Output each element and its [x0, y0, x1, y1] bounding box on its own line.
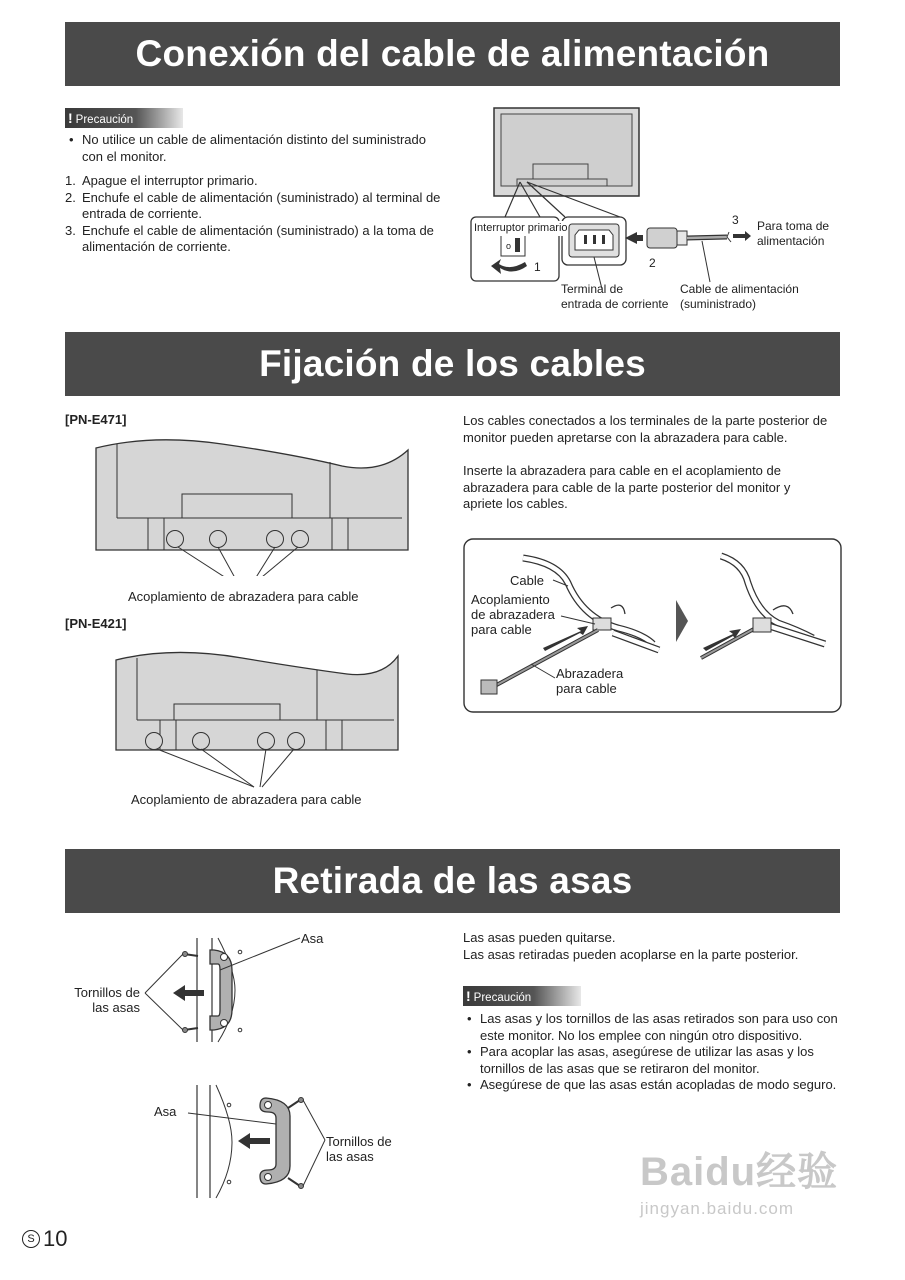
caution-list-power: [65, 132, 445, 165]
caution-badge-handles: ! Precaución: [463, 986, 581, 1006]
caution-list-handles: [463, 1011, 838, 1094]
watermark-brand: Baidu经验: [640, 1150, 839, 1194]
model-label-pn-e471: [PN-E471]: [65, 412, 127, 427]
cable-label: Cable: [510, 573, 544, 588]
pn-e421-back-diagram: [112, 650, 402, 790]
terminal-label: Terminal de entrada de corriente: [561, 282, 669, 311]
svg-text:o: o: [506, 241, 512, 251]
screws-label-top: Tornillos de las asas: [74, 985, 140, 1015]
language-marker: S: [22, 1230, 40, 1248]
handle-label-top: Asa: [301, 931, 324, 946]
section-title-power: Conexión del cable de alimentación: [65, 22, 840, 86]
power-cable-label: Cable de alimentación (suministrado): [680, 282, 799, 311]
handle-label-bottom: Asa: [154, 1104, 177, 1119]
caution-badge-power: ! Precaución: [65, 108, 183, 128]
section-title-handles: Retirada de las asas: [65, 849, 840, 913]
handles-paragraph-2: Las asas retiradas pueden acoplarse en la parte posterior.: [463, 947, 799, 962]
diagram-step-2: 2: [649, 256, 656, 270]
switch-label: Interruptor primario: [474, 222, 568, 234]
warning-icon: !: [68, 110, 73, 126]
pn-e471-back-diagram: [92, 436, 412, 576]
diagram-step-3: 3: [732, 213, 739, 227]
handle-removal-diagram: [140, 930, 340, 1200]
clamp-mount-label-e421: Acoplamiento de abrazadera para cable: [131, 792, 362, 807]
cable-clamp-label: Abrazadera para cable: [556, 666, 624, 696]
screws-label-bottom: Tornillos de las asas: [326, 1134, 392, 1164]
caution-item: • No utilice un cable de alimentación distinto del suministrado con el monitor.: [65, 132, 445, 165]
caution-item: • Para acoplar las asas, asegúrese de utilizar las asas y los tornillos de las asas que se retiraron del monitor.: [463, 1044, 838, 1077]
step-item: 2. Enchufe el cable de alimentación (suministrado) al terminal de entrada de corriente.: [65, 189, 441, 221]
outlet-label: Para toma de alimentación: [757, 219, 830, 248]
step-item: 1. Apague el interruptor primario.: [65, 173, 258, 188]
handles-paragraph-1: Las asas pueden quitarse.: [463, 930, 616, 945]
page-number: [22, 1226, 67, 1252]
caution-item: • Asegúrese de que las asas están acopladas de modo seguro.: [463, 1077, 838, 1094]
clamp-mount-label-e471: Acoplamiento de abrazadera para cable: [128, 589, 359, 604]
watermark-url: jingyan.baidu.com: [640, 1199, 795, 1218]
warning-icon: !: [466, 988, 471, 1004]
page-number-value: 10: [43, 1226, 68, 1251]
model-label-pn-e421: [PN-E421]: [65, 616, 127, 631]
cables-paragraph-2: Inserte la abrazadera para cable en el acoplamiento de abrazadera para cable de la parte posterior del monitor y apriete los cables.: [463, 463, 791, 511]
cables-paragraph-1: Los cables conectados a los terminales de la parte posterior de monitor pueden apretarse con la abrazadera para cable.: [463, 413, 828, 445]
clamp-mount-label: Acoplamiento de abrazadera para cable: [471, 592, 555, 637]
step-item: 3. Enchufe el cable de alimentación (suministrado) a la toma de alimentación de corriente.: [65, 222, 434, 254]
diagram-step-1: 1: [534, 260, 541, 274]
caution-item: • Las asas y los tornillos de las asas retirados son para uso con este monitor. No los emplee con ningún otro dispositivo.: [463, 1011, 838, 1044]
steps-list: [65, 173, 445, 256]
watermark: [640, 1140, 838, 1219]
section-title-cables: Fijación de los cables: [65, 332, 840, 396]
